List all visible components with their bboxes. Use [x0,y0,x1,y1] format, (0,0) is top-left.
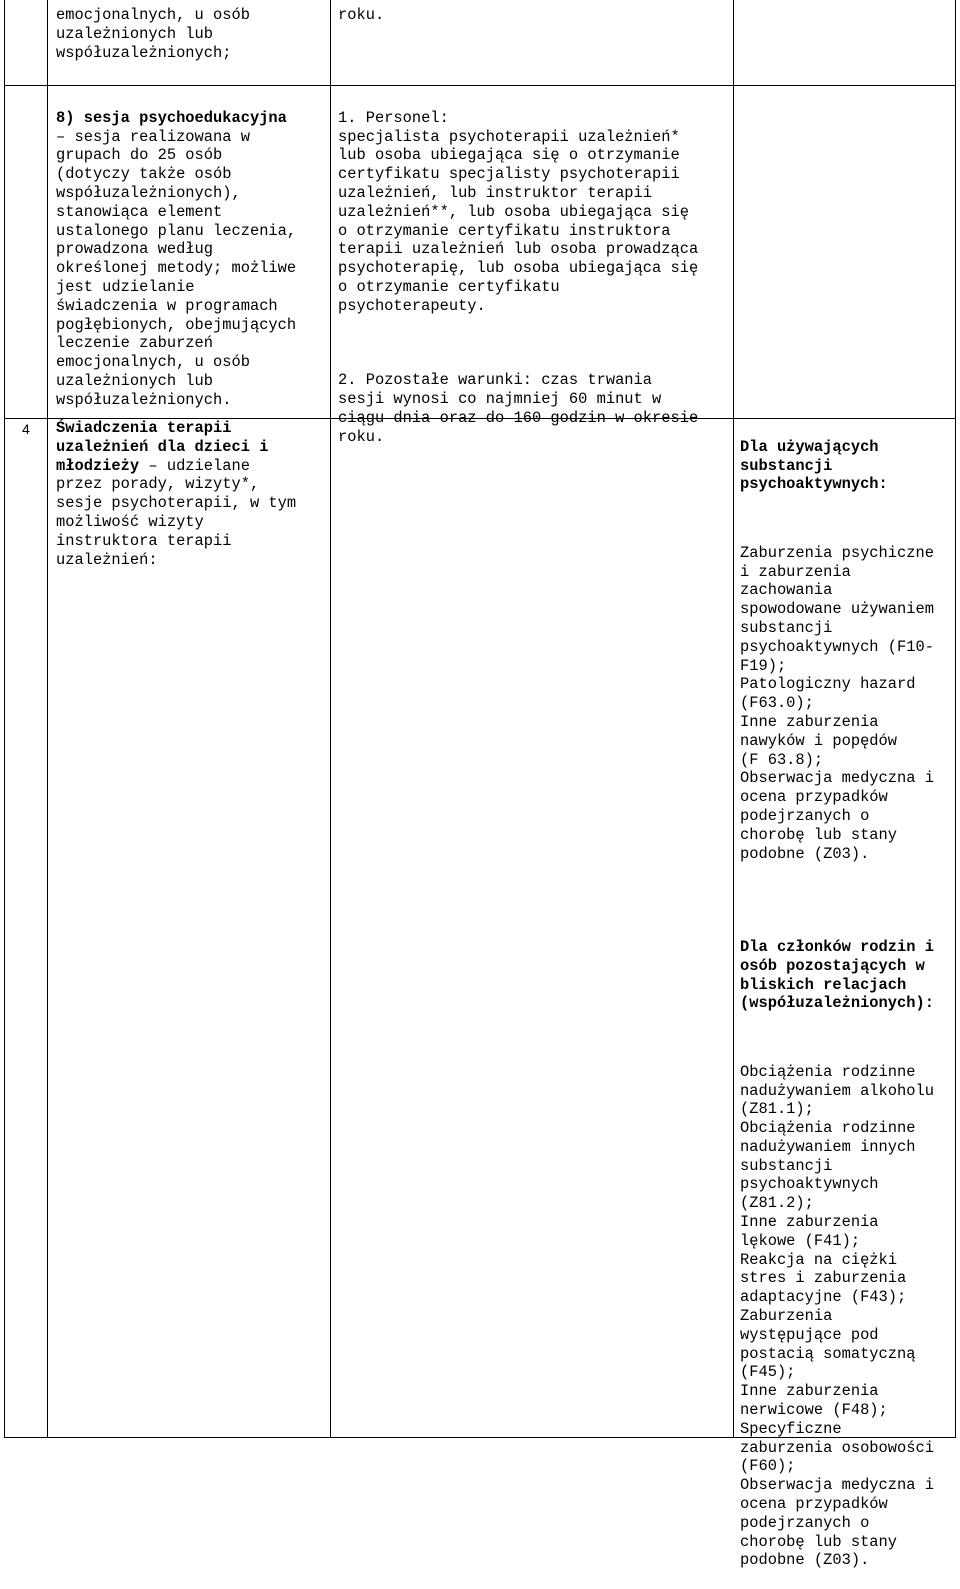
row-c-col2 [56,419,296,569]
table-divider-col3 [733,0,734,1437]
row-b-col3-personnel: 1. Personel: specjalista psychoterapii uzależnień* lub osoba ubiegająca się o otrzymanie certyfikatu specjalisty psychoterapii uzależnień, lub instruktor terapii uzależnień**, lub osoba ubiegająca się o otrzymanie certyfikatu instruktora terapii uzależnień lub osoba prowadząca psychoterapię, lub osoba ubiegająca się o otrzymanie certyfikatu psychoterapeuty. [338,108,699,315]
row-a-col3-text: roku. [338,6,385,24]
table-border-right [955,0,956,1437]
table-border-left [4,0,5,1437]
table-divider-col2 [330,0,331,1437]
row-divider-1 [4,85,956,86]
row-c-col4-diagnoses-families: Obciążenia rodzinne nadużywaniem alkoholu (Z81.1); Obciążenia rodzinne nadużywaniem innych substancji psychoaktywnych (Z81.2); Inne zaburzenia lękowe (F41); Reakcja na ciężki stres i zaburzenia adaptacyjne (F43); Zaburzenia występujące pod postacią somatyczną (F45); Inne zaburzenia nerwicowe (F48); Specyficzne zaburzenia osobowości (F60); Obserwacja medyczna i ocena przypadków podejrzanych o chorobę lub stany podobne (Z03). [740,1062,934,1570]
row-a-col2-text: emocjonalnych, u osób uzależnionych lub współuzależnionych; [56,6,250,62]
row-c-number: 4 [22,421,30,437]
row-c-col2-title: Świadczenia terapii uzależnień dla dzieci i młodzieży [56,419,269,475]
row-b-col3-conditions: 2. Pozostałe warunki: czas trwania sesji wynosi co najmniej 60 minut w ciągu dnia oraz do 160 godzin w okresie roku. [338,371,699,446]
row-c-col4-diagnoses-users: Zaburzenia psychiczne i zaburzenia zachowania spowodowane używaniem substancji psychoaktywnych (F10- F19); Patologiczny hazard (F63.0); Inne zaburzenia nawyków i popędów (F 63.8); Obserwacja medyczna i ocena przypadków podejrzanych o chorobę lub stany podobne (Z03). [740,543,934,863]
row-c-col4 [740,419,934,1589]
row-b-col2-title: 8) sesja psychoedukacyjna [56,108,287,127]
row-c-col4-heading-users: Dla używających substancji psychoaktywnych: [740,437,888,494]
row-c-col4-heading-families: Dla członków rodzin i osób pozostających w bliskich relacjach (współuzależnionych): [740,937,934,1013]
row-b-col2 [56,90,296,428]
row-b-col3 [338,90,698,465]
row-c-col2-body: – udzielane przez porady, wizyty*, sesje psychoterapii, w tym możliwość wizyty instruktora terapii uzależnień: [56,456,297,569]
row-b-col2-body: – sesja realizowana w grupach do 25 osób (dotyczy także osób współuzależnionych), stanowiąca element ustalonego planu leczenia, prowadzona według określonej metody; możliwe jest udzielanie świadczenia w programach pogłębionych, obejmujących leczenie zaburzeń emocjonalnych, u osób uzależnionych lub współuzależnionych. [56,127,297,409]
table-divider-col1 [47,0,48,1437]
